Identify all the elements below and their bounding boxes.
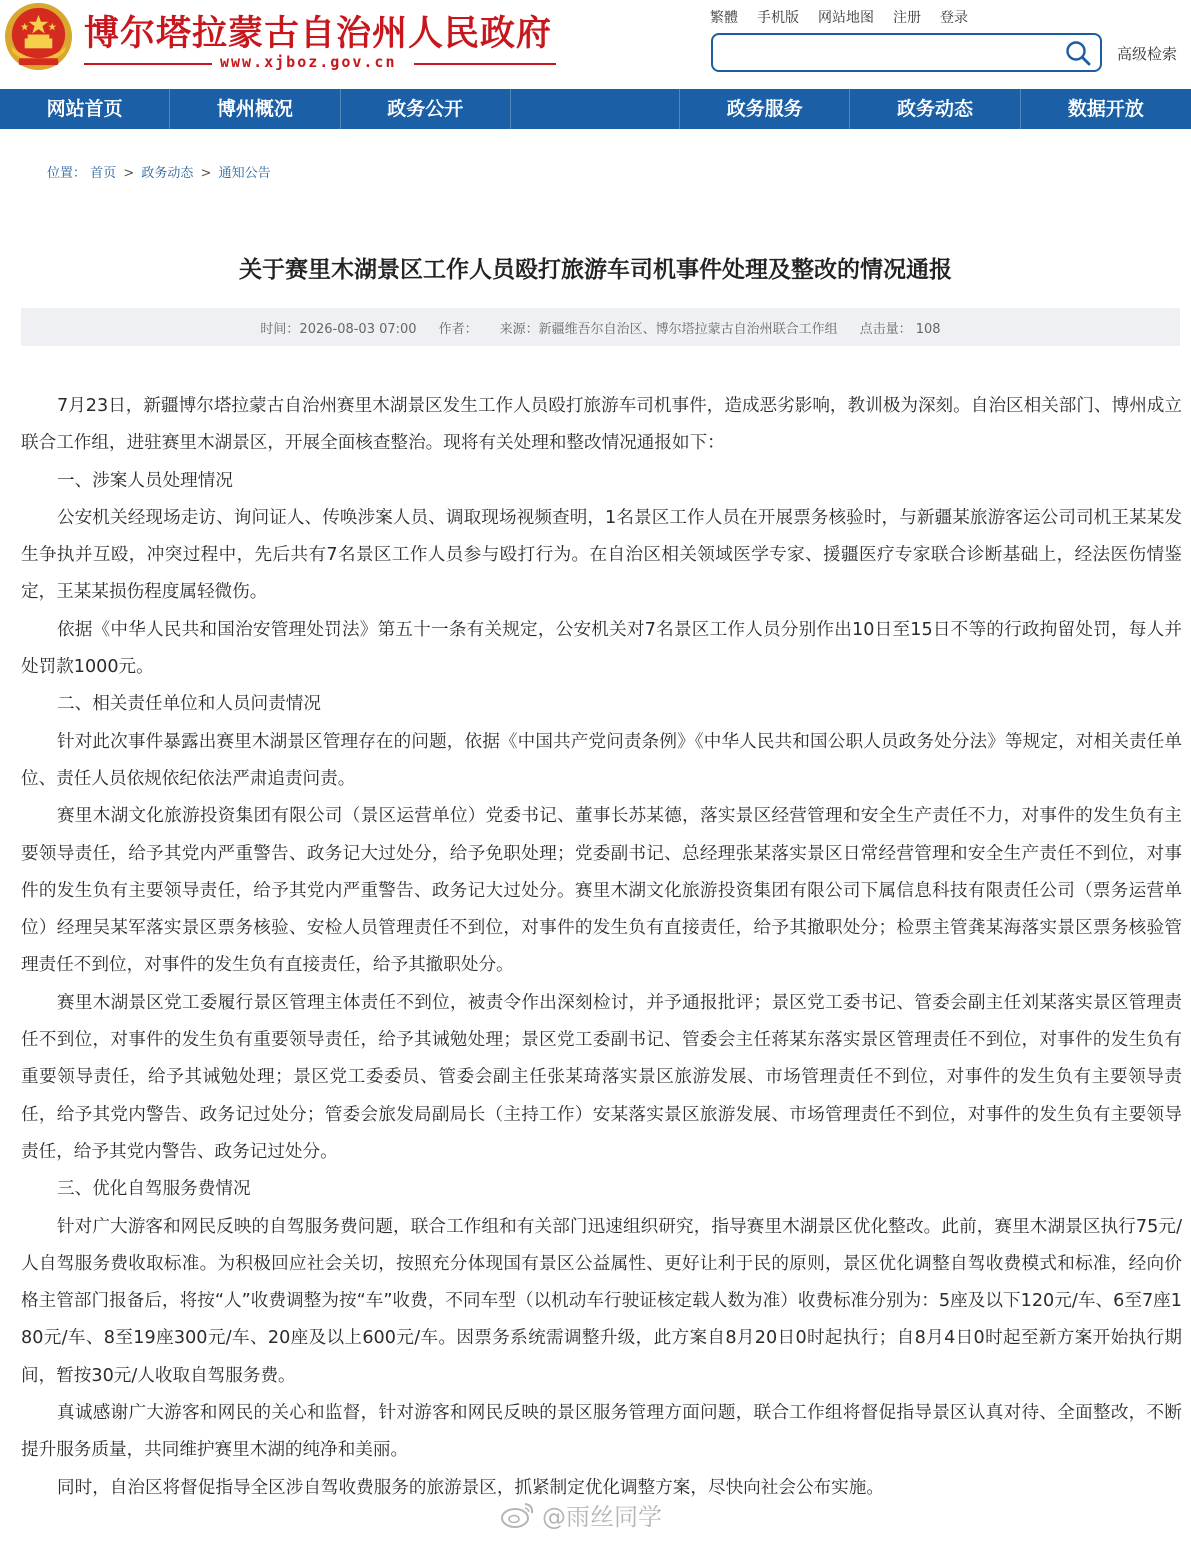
section-heading: 二、相关责任单位和人员问责情况 [57, 694, 321, 715]
weibo-logo-icon [500, 1499, 536, 1529]
paragraph: 针对此次事件暴露出赛里木湖景区管理存在的问题，依据《中国共产党问责条例》《中华人民共和国公职人员政务处分法》等规定，对相关责任单位、责任人员依规依纪依法严肃追责问责。 [21, 731, 1182, 789]
meta-time: 时间：2026-08-03 07:00 [260, 321, 417, 337]
article-meta-bar [21, 308, 1180, 346]
link-register[interactable]: 注册 [893, 10, 921, 26]
site-url-banner [84, 52, 556, 74]
breadcrumb-notices[interactable]: 通知公告 [218, 166, 271, 181]
meta-clicks: 点击量： 108 [859, 321, 941, 337]
nav-item-gov-services[interactable]: 政务服务 [680, 89, 850, 129]
paragraph: 针对广大游客和网民反映的自驾服务费问题，联合工作组和有关部门迅速组织研究，指导赛里木湖景区优化整改。此前，赛里木湖景区执行75元/人自驾服务费收取标准。为积极回应社会关切，按照充分体现国有景区公益属性、更好让利于民的原则，景区优化调整自驾收费模式和标准，经向价格主管部门报备后，将按“人”收费调整为按“车”收费，不同车型（以机动车行驶证核定载人数为准）收费标准分别为：5座及以下120元/车、6至7座180元/车、8至19座300元/车、20座及以上600元/车。因票务系统需调整升级，此方案自8月20日0时起执行；自8月4日0时起至新方案开始执行期间，暂按30元/人收取自驾服务费。 [21, 1216, 1182, 1386]
paragraph: 赛里木湖文化旅游投资集团有限公司（景区运营单位）党委书记、董事长苏某德，落实景区经营管理和安全生产责任不力，对事件的发生负有主要领导责任，给予其党内严重警告、政务记大过处分，给予免职处理；党委副书记、总经理张某落实景区日常经营管理和安全生产责任不到位，对事件的发生负有主要领导责任，给予其党内严重警告、政务记大过处分。赛里木湖文化旅游投资集团有限公司下属信息科技有限责任公司（票务运营单位）经理吴某军落实景区票务核验、安检人员管理责任不到位，对事件的发生负有直接责任，给予其撤职处分；检票主管龚某海落实景区票务核验管理责任不到位，对事件的发生负有直接责任，给予其撤职处分。 [21, 806, 1182, 976]
article-body [21, 388, 1182, 1507]
link-login[interactable]: 登录 [940, 10, 968, 26]
section-heading: 一、涉案人员处理情况 [57, 470, 233, 491]
search-icon[interactable] [1064, 39, 1092, 67]
site-name: 博尔塔拉蒙古自治州人民政府 [84, 13, 553, 54]
paragraph: 真诚感谢广大游客和网民的关心和监督，针对游客和网民反映的景区服务管理方面问题，联合工作组将督促指导景区认真对待、全面整改，不断提升服务质量，共同维护赛里木湖的纯净和美丽。 [21, 1403, 1182, 1461]
main-nav [0, 89, 1191, 129]
paragraph-intro: 7月23日，新疆博尔塔拉蒙古自治州赛里木湖景区发生工作人员殴打旅游车司机事件，造成恶劣影响，教训极为深刻。自治区相关部门、博州成立联合工作组，进驻赛里木湖景区，开展全面核查整治。现将有关处理和整改情况通报如下： [21, 396, 1182, 454]
meta-author: 作者： [438, 321, 478, 337]
section-heading: 三、优化自驾服务费情况 [57, 1179, 251, 1200]
nav-item-overview[interactable]: 博州概况 [170, 89, 340, 129]
top-links [710, 7, 987, 27]
meta-source: 来源：新疆维吾尔自治区、博尔塔拉蒙古自治州联合工作组 [499, 321, 838, 337]
nav-item-gov-news[interactable]: 政务动态 [850, 89, 1020, 129]
site-url: www.xjboz.gov.cn [220, 53, 397, 71]
nav-item-open-data[interactable]: 数据开放 [1067, 98, 1144, 120]
decorative-line [414, 63, 556, 65]
breadcrumb-label: 位置： [47, 166, 87, 181]
nav-item-home[interactable]: 网站首页 [0, 89, 170, 129]
decorative-line [84, 63, 212, 65]
article-title: 关于赛里木湖景区工作人员殴打旅游车司机事件处理及整改的情况通报 [239, 257, 952, 283]
advanced-search-link[interactable]: 高级检索 [1117, 45, 1178, 63]
weibo-watermark [500, 1494, 662, 1534]
link-mobile-version[interactable]: 手机版 [757, 10, 799, 26]
breadcrumb-home[interactable]: 首页 [90, 166, 117, 181]
link-sitemap[interactable]: 网站地图 [818, 10, 874, 26]
site-header [0, 0, 1191, 89]
watermark-text: @雨丝同学 [542, 1502, 662, 1531]
link-traditional-chinese[interactable]: 繁體 [710, 10, 738, 26]
search-box [711, 33, 1102, 72]
paragraph: 同时，自治区将督促指导全区涉自驾收费服务的旅游景区，抓紧制定优化调整方案，尽快向社会公布实施。 [57, 1477, 884, 1498]
breadcrumb-gov-news[interactable]: 政务动态 [141, 166, 194, 181]
search-input[interactable] [721, 41, 1051, 65]
paragraph: 赛里木湖景区党工委履行景区管理主体责任不到位，被责令作出深刻检讨，并予通报批评；景区党工委书记、管委会副主任刘某落实景区管理责任不到位，对事件的发生负有重要领导责任，给予其诫勉处理；景区党工委副书记、管委会主任蒋某东落实景区管理责任不到位，对事件的发生负有重要领导责任，给予其诫勉处理；景区党工委委员、管委会副主任张某琦落实景区旅游发展、市场管理责任不到位，对事件的发生负有主要领导责任，给予其党内警告、政务记过处分；管委会旅发局副局长（主持工作）安某落实景区旅游发展、市场管理责任不到位，对事件的发生负有主要领导责任，给予其党内警告、政务记过处分。 [21, 992, 1182, 1162]
nav-item-gov-affairs-open[interactable]: 政务公开 [341, 89, 511, 129]
national-emblem-icon [3, 1, 74, 72]
breadcrumb-separator: > [200, 166, 212, 181]
paragraph: 依据《中华人民共和国治安管理处罚法》第五十一条有关规定，公安机关对7名景区工作人员分别作出10日至15日不等的行政拘留处罚，每人并处罚款1000元。 [21, 619, 1182, 678]
breadcrumb [47, 162, 271, 181]
breadcrumb-separator: > [123, 166, 135, 181]
nav-item-blank[interactable] [511, 89, 680, 129]
paragraph: 公安机关经现场走访、询问证人、传唤涉案人员、调取现场视频查明，1名景区工作人员在开展票务核验时，与新疆某旅游客运公司司机王某某发生争执并互殴，冲突过程中，先后共有7名景区工作人员参与殴打行为。在自治区相关领域医学专家、援疆医疗专家联合诊断基础上，经法医伤情鉴定，王某某损伤程度属轻微伤。 [21, 507, 1182, 603]
